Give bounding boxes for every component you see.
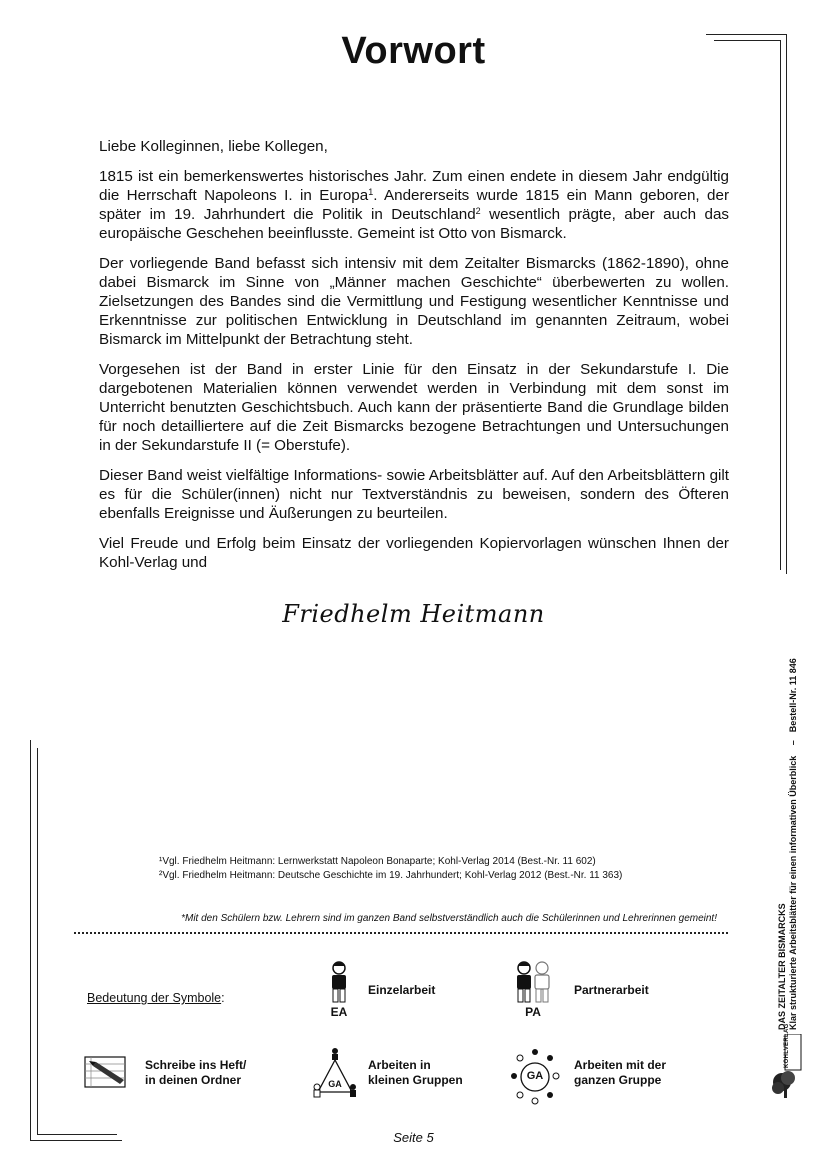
logo-text: KOHLVERLAG: [784, 1023, 790, 1068]
sidebar-subtitle: Klar strukturierte Arbeitsblätter für einen informativen Überblick: [788, 755, 798, 1030]
footnote-ref-1: 1: [368, 187, 374, 197]
ga-small-label: [368, 1058, 463, 1088]
ga-small-label-line-2: kleinen Gruppen: [368, 1073, 463, 1087]
gender-note: *Mit den Schülern bzw. Lehrern sind im ganzen Band selbstverständlich auch die Schülerinnen und Lehrerinnen gemeint!: [181, 913, 717, 924]
ga-all-code: GA: [526, 1070, 544, 1082]
preface-body: [99, 137, 729, 583]
sidebar-subtitle-line: [788, 590, 799, 1030]
whole-group-icon: [510, 1046, 560, 1106]
paragraph-5: Viel Freude und Erfolg beim Einsatz der vorliegenden Kopiervorlagen wünschen Ihnen der Kohl-Verlag und: [99, 535, 729, 571]
footnote-1: ¹Vgl. Friedhelm Heitmann: Lernwerkstatt Napoleon Bonaparte; Kohl-Verlag 2014 (Best.-Nr. 11 602): [159, 856, 596, 867]
notebook-pen-icon: [84, 1056, 126, 1088]
frame-top-right-vertical-inner: [780, 40, 781, 570]
heft-label-line-2: in deinen Ordner: [145, 1073, 242, 1087]
signature: Friedhelm Heitmann: [282, 600, 545, 628]
paragraph-1-part-b: . Andererseits wurde 1815 ein Mann geboren, der später im 19. Jahrhundert die Politik in Deutschland: [99, 187, 730, 223]
heft-label-line-1: Schreibe ins Heft/: [145, 1058, 247, 1072]
pa-code: PA: [525, 1005, 541, 1019]
pa-label: Partnerarbeit: [574, 983, 649, 997]
page-title: Vorwort: [341, 30, 486, 72]
frame-bottom-left-vertical-inner: [37, 748, 38, 1134]
paragraph-3: Vorgesehen ist der Band in erster Linie für den Einsatz in der Sekundarstufe I. Die dargebotenen Materialien können verwendet werden in Verbindung mit dem sonst im Unterricht benutzten Geschichtsbuch. Auch kann der präsentierte Band die Grundlage bilden für noch detailliertere auf die Zeit Bismarcks bezogene Betrachtungen und Untersuchungen in der Sekundarstufe II (= Oberstufe).: [99, 361, 729, 454]
frame-bottom-left-vertical: [30, 740, 31, 1140]
footnote-ref-2: 2: [475, 206, 481, 216]
salutation: Liebe Kolleginnen, liebe Kollegen,: [99, 138, 328, 155]
footnote-2: ²Vgl. Friedhelm Heitmann: Deutsche Geschichte im 19. Jahrhundert; Kohl-Verlag 2012 (Best.-Nr. 11 363): [159, 870, 623, 881]
paragraph-4: Dieser Band weist vielfältige Informations- sowie Arbeitsblätter auf. Auf den Arbeitsblättern gilt es für die Schüler(innen) nicht nur Textverständnis zu beweisen, sondern des Öfteren ebenfalls Ereignisse und Äußerungen zu beurteilen.: [99, 467, 729, 522]
paragraph-1: [99, 167, 729, 243]
paragraph-1-part-c: wesentlich prägte, aber auch das europäische Geschehen beeinflusste. Gemeint ist Otto von Bismarck.: [99, 206, 729, 242]
footnotes: [159, 855, 622, 883]
dotted-divider: [74, 932, 728, 934]
two-persons-icon: [513, 960, 553, 1020]
sidebar-separator: –: [788, 740, 798, 746]
ea-label: Einzelarbeit: [368, 983, 436, 997]
sidebar-rotated-text: [777, 590, 827, 1030]
legend-title-colon: :: [221, 991, 225, 1005]
kohl-verlag-logo: [770, 1023, 804, 1100]
legend-title: [87, 991, 225, 1005]
sidebar-order-number: Bestell-Nr. 11 846: [788, 658, 798, 733]
ga-all-label-line-1: Arbeiten mit der: [574, 1058, 667, 1072]
ga-all-label: [574, 1058, 666, 1088]
frame-top-right-vertical: [786, 34, 787, 574]
paragraph-1-part-a: 1815 ist ein bemerkenswertes historisches Jahr. Zum einen endete in diesem Jahr endgültig die Herrschaft Napoleons I. in Europa: [99, 168, 729, 204]
ea-code: EA: [330, 1005, 348, 1019]
paragraph-2: Der vorliegende Band befasst sich intensiv mit dem Zeitalter Bismarcks (1862-1890), ohne dabei Bismarck im Sinne von „Männer machen Geschichte“ überbewerten zu wollen. Zielsetzungen des Bandes sind die Vermittlung und Festigung wesentlicher Kenntnisse und Erkenntnisse zur politischen Entwicklung in Deutschland im genannten Zeitraum, wobei Bismarck im Mittelpunkt der Betrachtung steht.: [99, 255, 729, 348]
page-number: Seite 5: [393, 1130, 434, 1145]
legend-title-text: Bedeutung der Symbole: [87, 991, 222, 1005]
sidebar-publisher-info: [765, 590, 821, 1030]
small-group-icon: [312, 1046, 358, 1102]
ga-small-label-line-1: Arbeiten in: [368, 1058, 431, 1072]
ga-small-code: GA: [328, 1079, 342, 1089]
sidebar-series-title: DAS ZEITALTER BISMARCKS: [777, 903, 787, 1030]
single-person-icon: [326, 960, 352, 1020]
heft-label: [145, 1058, 246, 1088]
ga-all-label-line-2: ganzen Gruppe: [574, 1073, 662, 1087]
